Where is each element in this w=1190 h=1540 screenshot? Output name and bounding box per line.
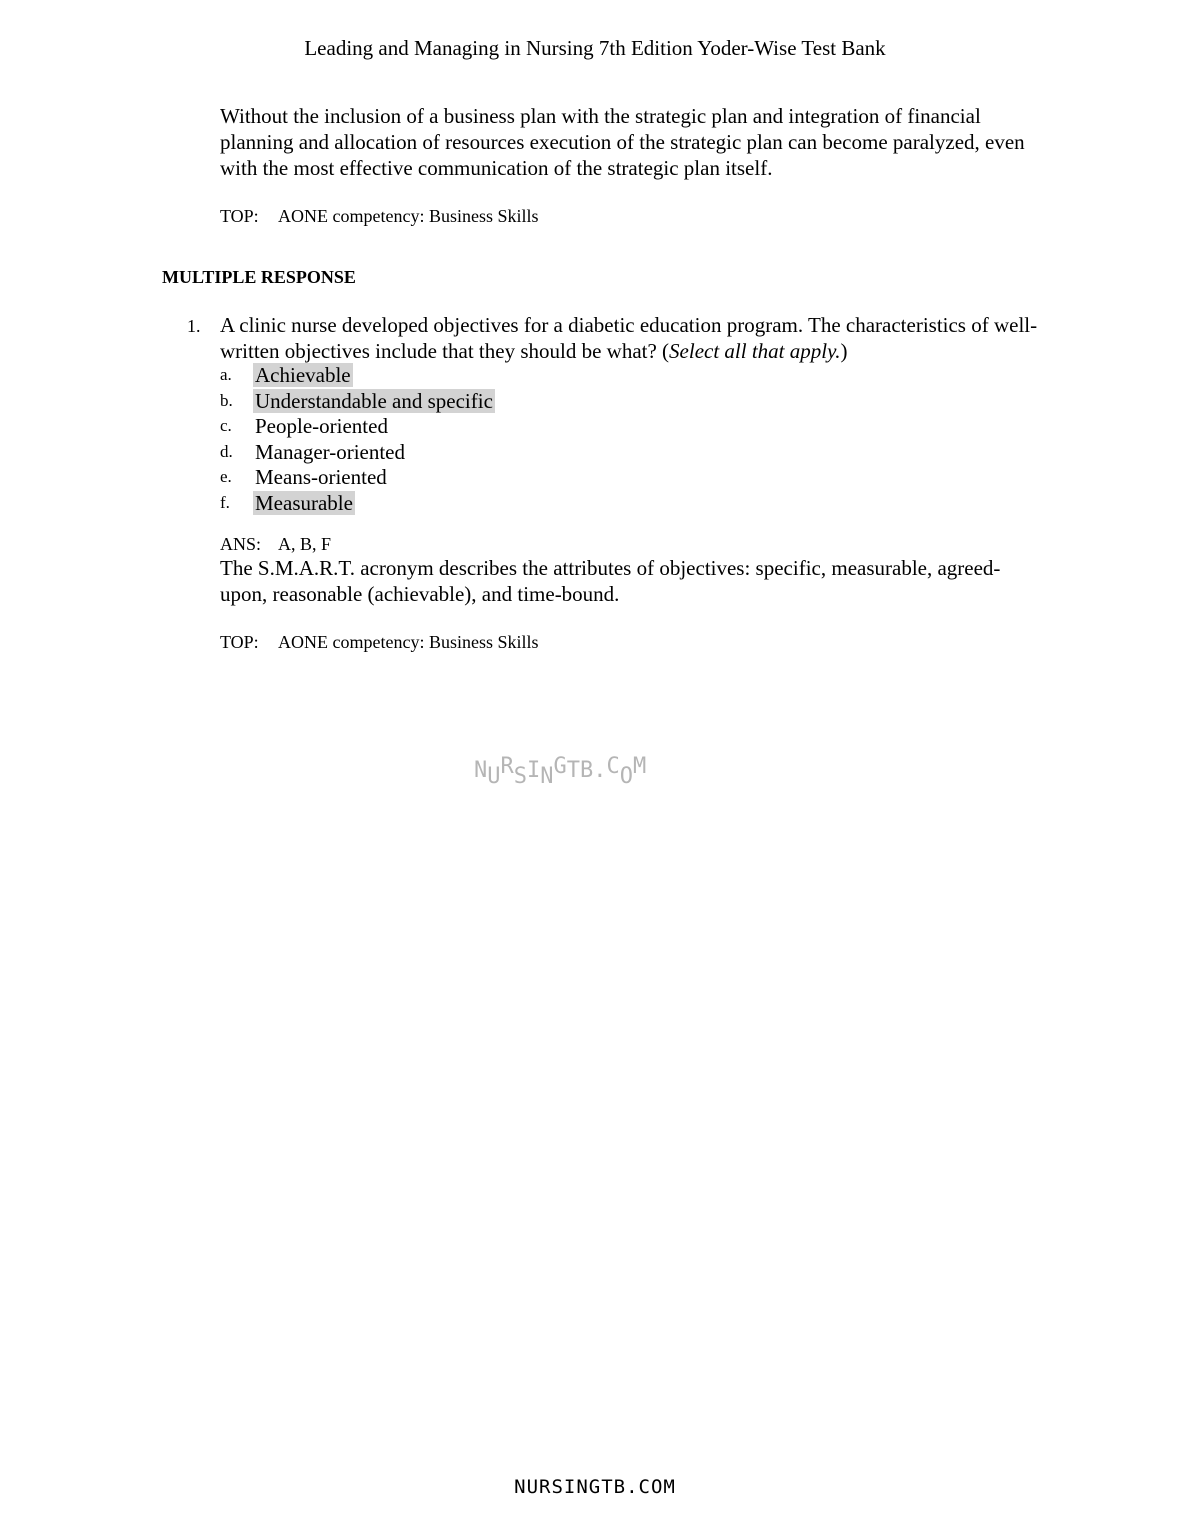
question-stem bbox=[220, 312, 1050, 364]
watermark-letter: N bbox=[474, 758, 488, 783]
watermark-letter: R bbox=[500, 754, 514, 779]
page-header: Leading and Managing in Nursing 7th Edition Yoder-Wise Test Bank bbox=[304, 36, 886, 60]
watermark-letter: O bbox=[619, 764, 633, 789]
topic-value: AONE competency: Business Skills bbox=[278, 206, 539, 226]
watermark-letter: S bbox=[513, 764, 527, 789]
watermark-letter: M bbox=[633, 754, 647, 779]
option-letter: a. bbox=[220, 365, 232, 384]
option-text: Understandable and specific bbox=[255, 388, 493, 413]
question-stem-text: A clinic nurse developed objectives for a diabetic education program. The characteristics of well-written objectives include that they should be what? ( bbox=[220, 313, 1038, 363]
page-footer: NURSINGTB.COM bbox=[514, 1476, 676, 1498]
watermark-letter: G bbox=[553, 754, 567, 779]
question-instruction: Select all that apply. bbox=[669, 339, 841, 363]
topic-label: TOP: bbox=[220, 206, 259, 226]
previous-rationale: Without the inclusion of a business plan with the strategic plan and integration of financial planning and allocation of resources execution of the strategic plan can become paralyzed, even with the most effective communication of the strategic plan itself. bbox=[220, 104, 1025, 180]
watermark-letter: I bbox=[527, 758, 541, 783]
option-letter: f. bbox=[220, 492, 230, 512]
topic-value: AONE competency: Business Skills bbox=[278, 632, 539, 652]
option-letter: d. bbox=[220, 441, 233, 461]
watermark-letter: T bbox=[566, 758, 580, 783]
previous-topic bbox=[220, 205, 538, 227]
question-number: 1. bbox=[187, 316, 201, 336]
watermark-letter: N bbox=[540, 764, 554, 789]
watermark bbox=[474, 754, 647, 789]
watermark-letter: U bbox=[487, 764, 501, 789]
option-text: Measurable bbox=[255, 490, 353, 515]
answer-line bbox=[220, 533, 331, 555]
question-stem-end: ) bbox=[840, 339, 848, 363]
option-letter: c. bbox=[220, 416, 232, 436]
option-text: People-oriented bbox=[255, 414, 388, 439]
watermark-letter: B bbox=[580, 758, 594, 783]
watermark-letter: . bbox=[593, 758, 607, 783]
answer-rationale: The S.M.A.R.T. acronym describes the attributes of objectives: specific, measurable, agreed-upon, reasonable (achievable), and time-bound. bbox=[220, 556, 1001, 606]
option-letter: e. bbox=[220, 467, 232, 487]
watermark-letter: C bbox=[606, 754, 620, 779]
topic-label: TOP: bbox=[220, 632, 259, 652]
answer-value: A, B, F bbox=[278, 534, 332, 554]
option-text: Manager-oriented bbox=[255, 439, 406, 464]
option-text: Achievable bbox=[255, 363, 351, 387]
answer-label: ANS: bbox=[220, 534, 262, 554]
section-heading: MULTIPLE RESPONSE bbox=[162, 267, 356, 287]
option-letter: b. bbox=[220, 390, 233, 410]
question-topic bbox=[220, 631, 538, 653]
option-text: Means-oriented bbox=[255, 465, 387, 490]
